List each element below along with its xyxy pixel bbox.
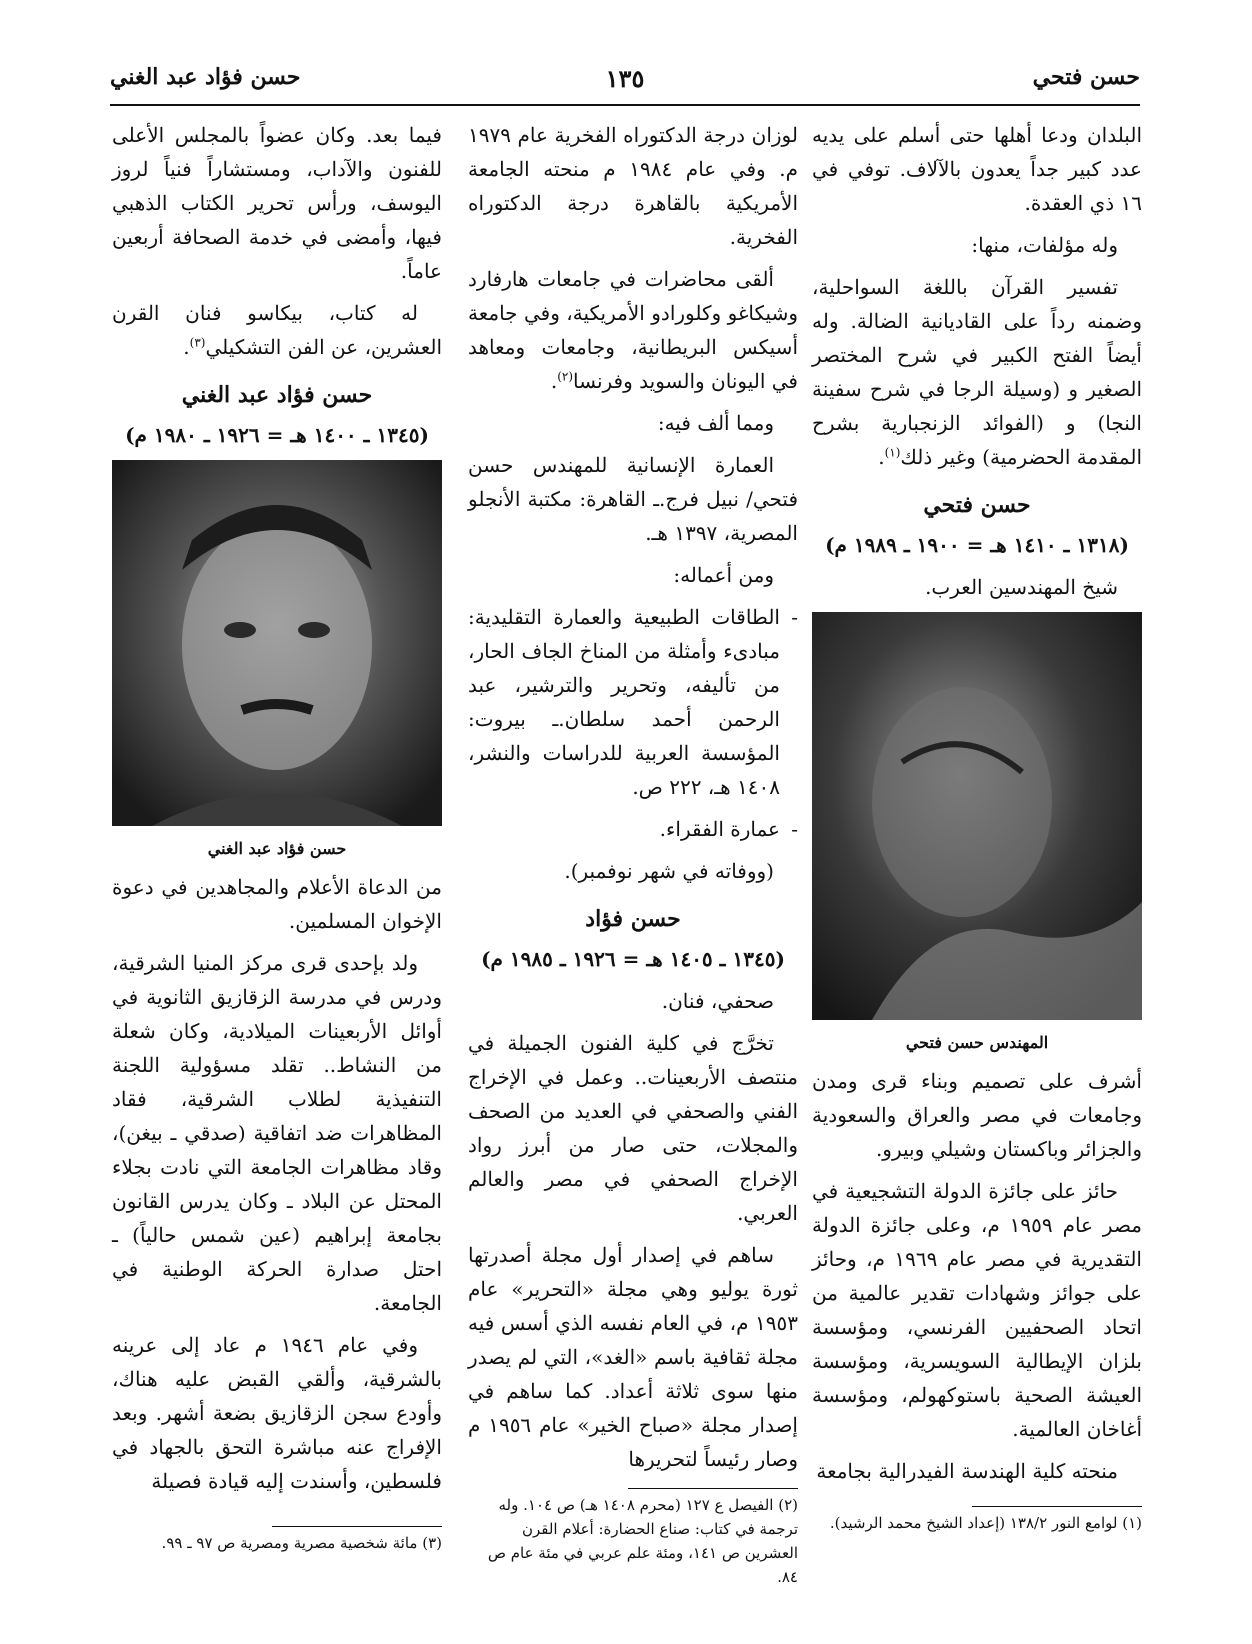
footnote-ref: (٣) [189,335,206,350]
paragraph: له كتاب، بيكاسو فنان القرن العشرين، عن الفن التشكيلي$^{(٣)}$. [112,301,442,359]
paragraph: ألقى محاضرات في جامعات هارفارد وشيكاغو وكلورادو الأمريكية، وفي جامعة أسيكس البريطانية، وجامعات ومعاهد في اليونان والسويد وفرنسا$^{(٢)}$. [468,267,798,393]
paragraph: وله مؤلفات، منها: [971,233,1118,257]
entry-title: حسن فؤاد عبد الغني [181,382,373,408]
paragraph: وفي عام ١٩٤٦ م عاد إلى عرينه بالشرقية، وألقي القبض عليه هناك، وأودع سجن الزقازيق بضعة أشهر. وبعد الإفراج عنه مباشرة التحق بالجهاد في فلسطين، وأسندت إليه قيادة فصيلة [112,1333,442,1493]
footnotes-middle [468,1488,798,1589]
footnote-rule [972,1506,1142,1507]
paragraph: حائز على جائزة الدولة التشجيعية في مصر عام ١٩٥٩ م، وعلى جائزة الدولة التقديرية في مصر عام ١٩٦٩ م، وحائز على جوائز وشهادات تقدير عالمية من اتحاد الصحفيين الفرنسي، ومؤسسة بلزان الإيطالية السويسرية، ومؤسسة العيشة الصحية باستوكهولم، ومؤسسة أغاخان العالمية. [812,1179,1143,1441]
footnote: (٣) مائة شخصية مصرية ومصرية ص ٩٧ ـ ٩٩. [161,1534,442,1552]
footnote-ref: (٢) [557,369,574,384]
paragraph: العمارة الإنسانية للمهندس حسن فتحي/ نبيل فرج.ـ القاهرة: مكتبة الأنجلو المصرية، ١٣٩٧ هـ. [468,453,798,545]
paragraph: تفسير القرآن باللغة السواحلية، وضمنه رداً على القاديانية الضالة. وله أيضاً الفتح الكبير في شرح المختصر الصغير و (وسيلة الرجا في شرح سفينة النجا) و (الفوائد الزنجبارية بشرح المقدمة الحضرمية) وغير ذلك$^{(١)}$. [812,275,1142,469]
paragraph-text: له كتاب، بيكاسو فنان القرن العشرين، عن الفن التشكيلي [112,301,442,359]
footnote: (١) لوامع النور ١٣٨/٢ (إعداد الشيخ محمد الرشيد). [829,1514,1142,1532]
paragraph: البلدان ودعا أهلها حتى أسلم على يديه عدد كبير جداً يعدون بالآلاف. توفي في ١٦ ذي العقدة. [812,123,1142,215]
photo-caption: حسن فؤاد عبد الغني [207,839,347,858]
entry-title: حسن فؤاد [585,906,681,932]
paragraph: (ووفاته في شهر نوفمبر). [564,859,774,883]
footnote-rule [628,1488,798,1489]
paragraph: لوزان درجة الدكتوراه الفخرية عام ١٩٧٩ م. وفي عام ١٩٨٤ م منحته الجامعة الأمريكية بالقاهرة درجة الدكتوراه الفخرية. [468,123,798,249]
column-right [812,118,1142,1496]
paragraph: صحفي، فنان. [661,989,774,1013]
entry-dates: (١٣٤٥ ـ ١٤٠٠ هـ = ١٩٢٦ ـ ١٩٨٠ م) [125,423,429,447]
paragraph-text: تفسير القرآن باللغة السواحلية، وضمنه رداً على القاديانية الضالة. وله أيضاً الفتح الكبير في شرح المختصر الصغير و (وسيلة الرجا في شرح سفينة النجا) و (الفوائد الزنجبارية بشرح المقدمة الحضرمية) وغير ذلك [812,275,1142,469]
running-header [110,60,1140,106]
paragraph: تخرَّج في كلية الفنون الجميلة في منتصف الأربعينات.. وعمل في الإخراج الفني والصحفي في العديد من الصحف والمجلات، حتى صار من أبرز رواد الإخراج الصحفي في مصر والعالم العربي. [468,1031,798,1225]
running-title-left: حسن فؤاد عبد الغني [110,64,301,90]
footnote-ref: (١) [884,445,901,460]
column-left [112,118,442,1506]
paragraph: ساهم في إصدار أول مجلة أصدرتها ثورة يوليو وهي مجلة «التحرير» عام ١٩٥٣ م، في العام نفسه الذي أسس فيه مجلة ثقافية باسم «الغد»، التي لم يصدر منها سوى ثلاثة أعداد. كما ساهم في إصدار مجلة «صباح الخير» عام ١٩٥٦ م وصار رئيساً لتحريرها [468,1243,798,1471]
column-middle [468,118,798,1484]
page-number: ١٣٥ [605,64,645,93]
paragraph-text: ألقى محاضرات في جامعات هارفارد وشيكاغو وكلورادو الأمريكية، وفي جامعة أسيكس البريطانية، وجامعات ومعاهد في اليونان والسويد وفرنسا [468,267,798,393]
paragraph: شيخ المهندسين العرب. [925,575,1118,599]
paragraph: من الدعاة الأعلام والمجاهدين في دعوة الإخوان المسلمين. [112,875,442,933]
portrait-photo [112,460,442,826]
paragraph: ولد بإحدى قرى مركز المنيا الشرقية، ودرس في مدرسة الزقازيق الثانوية في أوائل الأربعينات الميلادية، وكان شعلة من النشاط.. تقلد مسؤولية اللجنة التنفيذية لطلاب الشرقية، فقاد المظاهرات ضد اتفاقية (صدقي ـ بيغن)، وقاد مظاهرات الجامعة التي نادت بجلاء المحتل عن البلاد ـ وكان يدرس القانون بجامعة إبراهيم (عين شمس حالياً) ـ احتل صدارة الحركة الوطنية في الجامعة. [112,951,442,1315]
photo-image [812,612,1142,1020]
running-title-right: حسن فتحي [1032,64,1140,90]
entry-dates: (١٣٤٥ ـ ١٤٠٥ هـ = ١٩٢٦ ـ ١٩٨٥ م) [481,947,785,971]
list-item: - الطاقات الطبيعية والعمارة التقليدية: مبادىء وأمثلة من المناخ الجاف الحار، من تأليفه، وتحرير والترشير، عبد الرحمن أحمد سلطان.ـ بيروت: المؤسسة العربية للدراسات والنشر، ١٤٠٨ هـ، ٢٢٢ ص. [468,600,798,804]
photo-caption: المهندس حسن فتحي [905,1033,1049,1052]
list-item: - عمارة الفقراء. [468,812,798,846]
footnotes-right [812,1506,1142,1535]
entry-dates: (١٣١٨ ـ ١٤١٠ هـ = ١٩٠٠ ـ ١٩٨٩ م) [825,533,1129,557]
footnote-rule [272,1526,442,1527]
paragraph: أشرف على تصميم وبناء قرى ومدن وجامعات في مصر والعراق والسعودية والجزائر وباكستان وشيلي وبيرو. [812,1069,1142,1161]
footnotes-left [112,1526,442,1555]
footnote: (٢) الفيصل ع ١٢٧ (محرم ١٤٠٨ هـ) ص ١٠٤. وله ترجمة في كتاب: صناع الحضارة: أعلام القرن العشرين ص ١٤١، ومئة علم عربي في مئة عام ص ٨٤. [487,1496,798,1586]
entry-title: حسن فتحي [923,492,1031,518]
paragraph: ومما ألف فيه: [657,411,774,435]
paragraph: ومن أعماله: [673,563,774,587]
portrait-photo [812,612,1142,1020]
paragraph: منحته كلية الهندسة الفيدرالية بجامعة [816,1459,1118,1483]
photo-image [112,460,442,826]
paragraph: فيما بعد. وكان عضواً بالمجلس الأعلى للفنون والآداب، ومستشاراً فنياً لروز اليوسف، ورأس تحرير الكتاب الذهبي فيها، وأمضى في خدمة الصحافة أربعين عاماً. [112,123,442,283]
